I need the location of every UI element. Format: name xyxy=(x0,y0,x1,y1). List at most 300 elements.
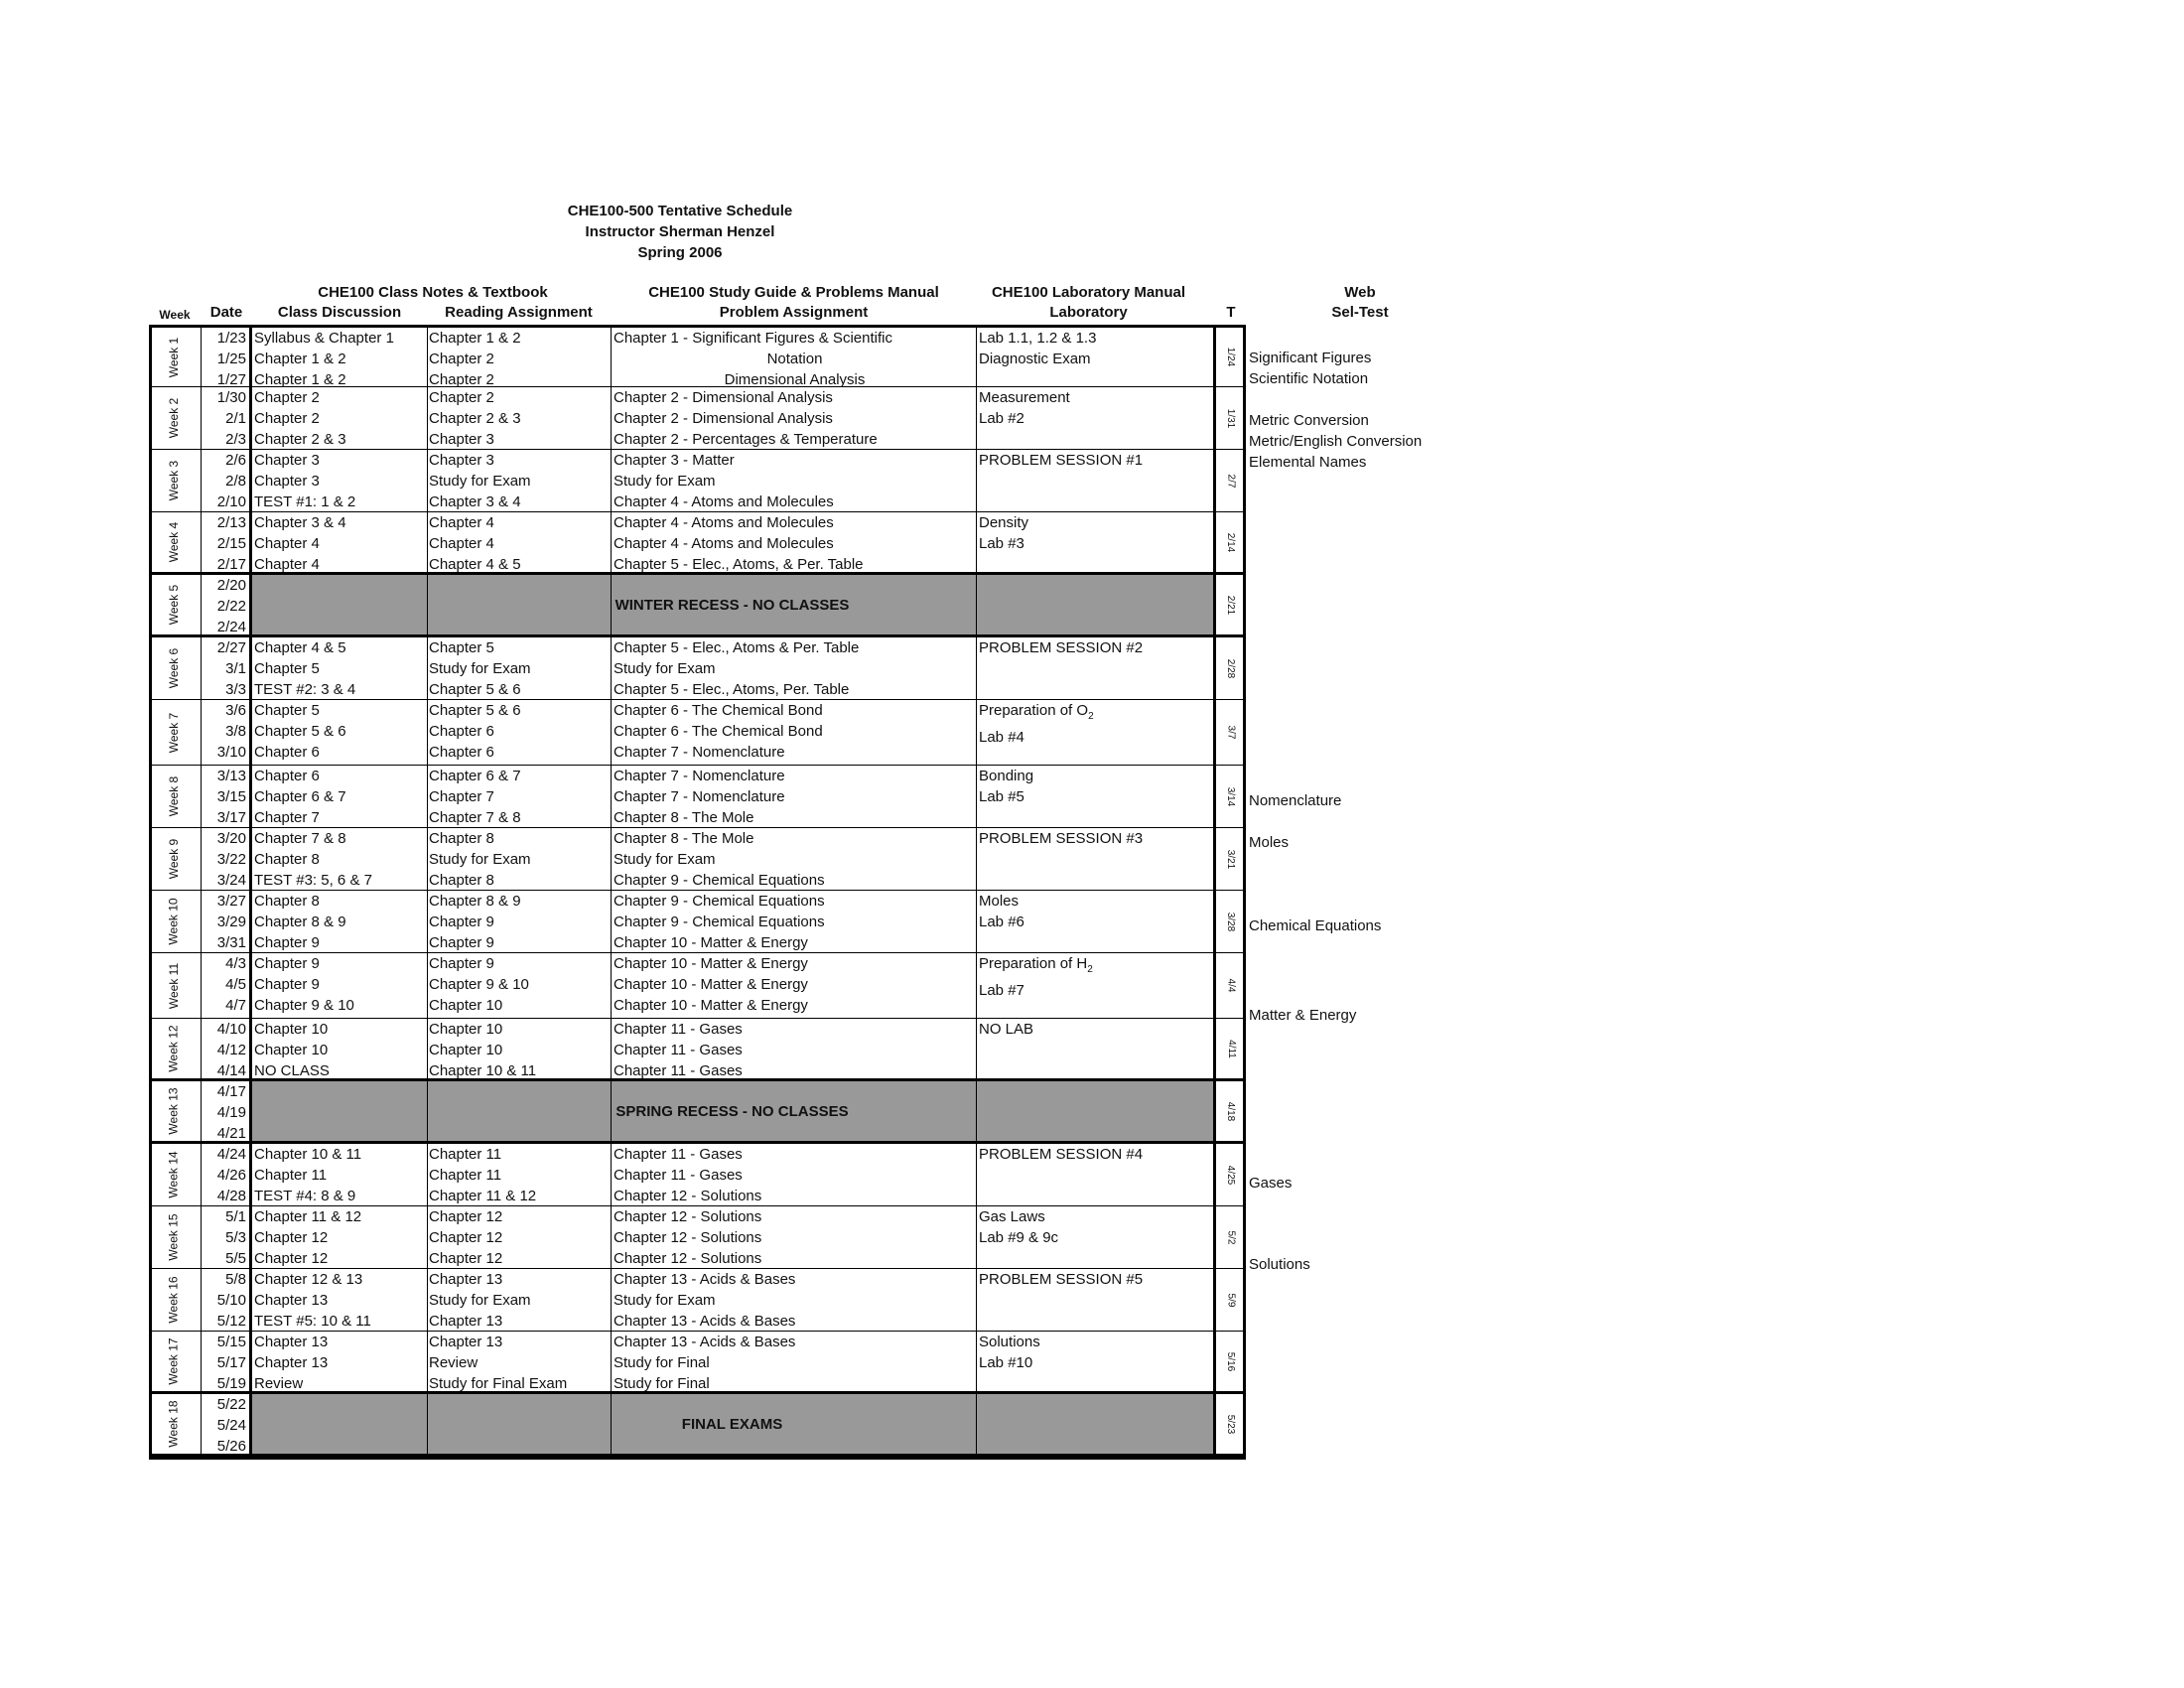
reading-cell xyxy=(427,828,611,890)
date-text: 2/17 xyxy=(216,556,246,573)
date-text: 3/29 xyxy=(216,914,246,930)
week-label xyxy=(149,766,199,827)
date-text: 4/24 xyxy=(216,1146,246,1163)
reading-text: Chapter 2 xyxy=(429,351,494,367)
week-label xyxy=(149,328,199,386)
date-cell xyxy=(204,828,249,890)
reading-text: Chapter 5 xyxy=(429,639,494,656)
date-text: 4/7 xyxy=(225,997,246,1014)
t-date-text: 3/21 xyxy=(1225,849,1237,869)
lab-text: NO LAB xyxy=(979,1021,1034,1038)
problem-text: Chapter 2 - Percentages & Temperature xyxy=(614,431,878,448)
problem-cell xyxy=(612,1019,976,1078)
problem-text: Chapter 10 - Matter & Energy xyxy=(614,955,808,972)
reading-text: Chapter 4 xyxy=(429,535,494,552)
date-text: 4/17 xyxy=(216,1083,246,1100)
problem-text: Chapter 9 - Chemical Equations xyxy=(614,872,825,889)
reading-text: Chapter 9 xyxy=(429,914,494,930)
discussion-text: Chapter 3 xyxy=(254,473,320,490)
date-text: 1/25 xyxy=(216,351,246,367)
date-text: 5/17 xyxy=(216,1354,246,1371)
discussion-text: Chapter 12 & 13 xyxy=(254,1271,363,1288)
problem-text: Study for Exam xyxy=(614,473,716,490)
t-date-text: 1/24 xyxy=(1225,347,1237,367)
lab-text: Lab #4 xyxy=(979,729,1024,746)
date-cell xyxy=(204,1269,249,1331)
discussion-text: Chapter 10 xyxy=(254,1021,329,1038)
discussion-text: NO CLASS xyxy=(254,1062,330,1079)
lab-cell xyxy=(977,328,1200,386)
date-text: 4/10 xyxy=(216,1021,246,1038)
problem-text: Chapter 10 - Matter & Energy xyxy=(614,934,808,951)
problem-text: Study for Final xyxy=(614,1375,710,1392)
date-text: 5/1 xyxy=(225,1208,246,1225)
date-text: 2/27 xyxy=(216,639,246,656)
t-date-text: 3/14 xyxy=(1225,786,1237,806)
grid-line xyxy=(427,325,428,1457)
lab-text xyxy=(979,849,1200,870)
problem-text: Chapter 6 - The Chemical Bond xyxy=(614,723,823,740)
reading-text: Chapter 6 & 7 xyxy=(429,768,521,784)
grid-bottom-line xyxy=(149,1457,1246,1460)
week-label xyxy=(149,1081,199,1141)
week-row xyxy=(149,1394,1246,1457)
reading-text: Chapter 13 xyxy=(429,1313,503,1330)
header-web: Web xyxy=(1344,284,1376,301)
t-date-text: 2/21 xyxy=(1225,595,1237,615)
date-cell xyxy=(204,700,249,765)
problem-text: Chapter 12 - Solutions xyxy=(614,1188,762,1204)
lab-cell xyxy=(977,1269,1200,1331)
date-text: 5/15 xyxy=(216,1334,246,1350)
week-label xyxy=(149,828,199,890)
lab-cell xyxy=(977,1144,1200,1205)
reading-text: Chapter 2 xyxy=(429,371,494,388)
reading-text: Chapter 3 & 4 xyxy=(429,493,521,510)
week-label-text: Week 7 xyxy=(167,712,181,753)
t-cell xyxy=(1216,1081,1246,1141)
t-cell xyxy=(1216,637,1246,699)
t-date-text: 5/2 xyxy=(1225,1230,1237,1244)
reading-text: Chapter 12 xyxy=(429,1229,503,1246)
discussion-text: Chapter 6 xyxy=(254,744,320,761)
problem-text: Chapter 11 - Gases xyxy=(614,1021,743,1038)
t-date-text: 4/25 xyxy=(1225,1165,1237,1185)
header-selftest: Sel-Test xyxy=(1331,304,1389,321)
problem-text: Chapter 5 - Elec., Atoms & Per. Table xyxy=(614,639,860,656)
problem-cell xyxy=(612,953,976,1018)
discussion-text: Chapter 7 xyxy=(254,809,320,826)
reading-cell xyxy=(427,891,611,952)
week-row xyxy=(149,1206,1246,1269)
lab-cell xyxy=(977,512,1200,572)
problem-cell xyxy=(612,700,976,765)
week-row xyxy=(149,891,1246,953)
discussion-text: Chapter 2 & 3 xyxy=(254,431,346,448)
t-cell xyxy=(1216,387,1246,449)
lab-text xyxy=(979,1186,1200,1206)
lab-text xyxy=(979,807,1200,828)
term-line: Spring 2006 xyxy=(637,244,723,261)
selftest-item: Elemental Names xyxy=(1249,454,1367,471)
problem-cell xyxy=(612,512,976,572)
date-text: 2/1 xyxy=(225,410,246,427)
selftest-item: Moles xyxy=(1249,834,1290,851)
week-label-text: Week 6 xyxy=(167,647,181,689)
problem-text: Chapter 12 - Solutions xyxy=(614,1208,762,1225)
reading-cell xyxy=(427,1332,611,1391)
problem-text: Chapter 10 - Matter & Energy xyxy=(614,976,808,993)
header-date: Date xyxy=(209,304,243,321)
reading-text: Chapter 10 xyxy=(429,1042,503,1058)
discussion-text: Chapter 9 xyxy=(254,955,320,972)
problem-text: Study for Exam xyxy=(614,1292,716,1309)
discussion-text: Review xyxy=(254,1375,304,1392)
t-date-text: 2/28 xyxy=(1225,658,1237,678)
discussion-cell xyxy=(252,1144,427,1205)
reading-cell xyxy=(427,700,611,765)
date-cell xyxy=(204,1394,249,1454)
lab-text xyxy=(979,1040,1200,1060)
date-cell xyxy=(204,450,249,511)
date-text: 5/12 xyxy=(216,1313,246,1330)
t-date-text: 4/18 xyxy=(1225,1101,1237,1121)
discussion-cell xyxy=(252,512,427,572)
discussion-cell xyxy=(252,766,427,827)
discussion-text: Chapter 8 & 9 xyxy=(254,914,346,930)
lab-text: PROBLEM SESSION #3 xyxy=(979,830,1144,847)
date-cell xyxy=(204,328,249,386)
discussion-text: Chapter 9 xyxy=(254,976,320,993)
problem-text: Chapter 1 - Significant Figures & Scientific xyxy=(614,330,892,347)
week-label-text: Week 3 xyxy=(167,460,181,501)
week-row xyxy=(149,512,1246,575)
date-text: 3/13 xyxy=(216,768,246,784)
header-lab-group: CHE100 Laboratory Manual xyxy=(991,284,1186,301)
reading-cell xyxy=(427,450,611,511)
t-date-text: 2/14 xyxy=(1225,532,1237,552)
header-notes-group: CHE100 Class Notes & Textbook xyxy=(318,284,548,301)
reading-text: Chapter 9 & 10 xyxy=(429,976,529,993)
week-label-text: Week 5 xyxy=(167,584,181,626)
reading-text: Chapter 5 & 6 xyxy=(429,702,521,719)
reading-text: Study for Exam xyxy=(429,660,531,677)
lab-text xyxy=(979,658,1200,679)
date-cell xyxy=(204,387,249,449)
lab-text: Preparation of $H_2$ xyxy=(979,955,1093,975)
t-date-text: 5/16 xyxy=(1225,1351,1237,1371)
week-row xyxy=(149,637,1246,700)
date-text: 3/27 xyxy=(216,893,246,910)
discussion-text: Chapter 9 xyxy=(254,934,320,951)
problem-text: Chapter 4 - Atoms and Molecules xyxy=(614,535,834,552)
lab-text xyxy=(979,1165,1200,1186)
discussion-text: Chapter 5 & 6 xyxy=(254,723,346,740)
lab-text xyxy=(979,492,1200,512)
discussion-text: TEST #1: 1 & 2 xyxy=(254,493,356,510)
t-date-text: 4/4 xyxy=(1225,978,1237,993)
week-label-text: Week 10 xyxy=(166,898,181,945)
t-cell xyxy=(1216,450,1246,511)
discussion-text: Chapter 6 xyxy=(254,768,320,784)
discussion-text: Chapter 2 xyxy=(254,389,320,406)
reading-text: Chapter 10 xyxy=(429,1021,503,1038)
lab-text xyxy=(979,932,1200,953)
reading-text: Chapter 9 xyxy=(429,955,494,972)
date-text: 5/19 xyxy=(216,1375,246,1392)
problem-text: Chapter 8 - The Mole xyxy=(614,830,754,847)
date-text: 4/19 xyxy=(216,1104,246,1121)
week-row xyxy=(149,1144,1246,1206)
discussion-text: Chapter 8 xyxy=(254,851,320,868)
reading-text: Review xyxy=(429,1354,478,1371)
week-label-text: Week 13 xyxy=(166,1087,181,1135)
week-label xyxy=(149,1394,199,1454)
date-text: 3/24 xyxy=(216,872,246,889)
lab-text: Diagnostic Exam xyxy=(979,351,1091,367)
t-date-text: 3/7 xyxy=(1225,725,1237,740)
problem-text: Chapter 6 - The Chemical Bond xyxy=(614,702,823,719)
reading-cell xyxy=(427,1019,611,1078)
problem-text: Chapter 4 - Atoms and Molecules xyxy=(614,493,834,510)
t-cell xyxy=(1216,766,1246,827)
date-text: 3/17 xyxy=(216,809,246,826)
discussion-text: TEST #4: 8 & 9 xyxy=(254,1188,356,1204)
schedule-table xyxy=(149,325,1246,1455)
date-text: 2/15 xyxy=(216,535,246,552)
week-label xyxy=(149,450,199,511)
week-label-text: Week 15 xyxy=(166,1213,181,1261)
reading-text: Study for Exam xyxy=(429,851,531,868)
problem-text: Chapter 2 - Dimensional Analysis xyxy=(614,410,833,427)
lab-text xyxy=(979,1290,1200,1311)
problem-text: Chapter 7 - Nomenclature xyxy=(614,768,785,784)
lab-text xyxy=(979,1373,1200,1394)
problem-text: Chapter 12 - Solutions xyxy=(614,1229,762,1246)
reading-cell xyxy=(427,766,611,827)
week-label-text: Week 16 xyxy=(166,1276,181,1324)
problem-text: Chapter 13 - Acids & Bases xyxy=(614,1271,796,1288)
lab-text: Preparation of $O_2$ xyxy=(979,702,1094,722)
t-date-text: 4/11 xyxy=(1225,1039,1237,1058)
t-cell xyxy=(1216,953,1246,1018)
date-text: 3/22 xyxy=(216,851,246,868)
date-text: 1/27 xyxy=(216,371,246,388)
reading-text: Chapter 8 xyxy=(429,830,494,847)
date-text: 3/31 xyxy=(216,934,246,951)
week-label-text: Week 12 xyxy=(166,1025,181,1072)
discussion-text: Chapter 4 & 5 xyxy=(254,639,346,656)
reading-text: Chapter 3 xyxy=(429,431,494,448)
week-row xyxy=(149,1019,1246,1081)
lab-text: PROBLEM SESSION #1 xyxy=(979,452,1144,469)
date-cell xyxy=(204,512,249,572)
lab-cell xyxy=(977,1019,1200,1078)
week-row xyxy=(149,387,1246,450)
reading-cell xyxy=(427,953,611,1018)
problem-text: Chapter 11 - Gases xyxy=(614,1146,743,1163)
week-row xyxy=(149,828,1246,891)
week-label xyxy=(149,700,199,765)
reading-text: Chapter 13 xyxy=(429,1271,503,1288)
date-text: 4/28 xyxy=(216,1188,246,1204)
t-cell xyxy=(1216,828,1246,890)
discussion-text: Chapter 5 xyxy=(254,660,320,677)
problem-text: Notation xyxy=(766,351,823,367)
date-text: 2/8 xyxy=(225,473,246,490)
week-label-text: Week 14 xyxy=(166,1151,181,1198)
lab-text xyxy=(979,1311,1200,1332)
problem-text: Chapter 7 - Nomenclature xyxy=(614,744,785,761)
week-row xyxy=(149,1332,1246,1394)
lab-text xyxy=(979,679,1200,700)
problem-text: Chapter 13 - Acids & Bases xyxy=(614,1334,796,1350)
t-cell xyxy=(1216,1144,1246,1205)
date-text: 5/3 xyxy=(225,1229,246,1246)
discussion-text: Chapter 10 xyxy=(254,1042,329,1058)
lab-text: Density xyxy=(979,514,1029,531)
lab-cell xyxy=(977,828,1200,890)
date-text: 3/8 xyxy=(225,723,246,740)
reading-text: Study for Exam xyxy=(429,1292,531,1309)
grid-line xyxy=(149,325,152,1457)
reading-text: Study for Final Exam xyxy=(429,1375,568,1392)
reading-text: Chapter 7 & 8 xyxy=(429,809,521,826)
problem-text: Chapter 11 - Gases xyxy=(614,1042,743,1058)
t-cell xyxy=(1216,575,1246,634)
t-date-text: 5/9 xyxy=(1225,1293,1237,1307)
selftest-item: Metric Conversion xyxy=(1249,412,1369,429)
problem-text: Chapter 11 - Gases xyxy=(614,1062,743,1079)
problem-text: Study for Exam xyxy=(614,660,716,677)
problem-text: Chapter 9 - Chemical Equations xyxy=(614,914,825,930)
discussion-text: Chapter 5 xyxy=(254,702,320,719)
date-cell xyxy=(204,1144,249,1205)
t-cell xyxy=(1216,891,1246,952)
date-text: 3/3 xyxy=(225,681,246,698)
problem-cell xyxy=(612,328,976,386)
problem-text: Chapter 8 - The Mole xyxy=(614,809,754,826)
week-label xyxy=(149,1269,199,1331)
date-text: 5/26 xyxy=(216,1438,246,1455)
t-cell xyxy=(1216,700,1246,765)
grid-line xyxy=(201,325,202,1457)
problem-text: Chapter 7 - Nomenclature xyxy=(614,788,785,805)
reading-text: Chapter 10 & 11 xyxy=(429,1062,537,1079)
reading-text: Chapter 4 & 5 xyxy=(429,556,521,573)
problem-cell xyxy=(612,891,976,952)
reading-text: Chapter 12 xyxy=(429,1208,503,1225)
reading-text: Chapter 6 xyxy=(429,744,494,761)
week-row xyxy=(149,953,1246,1019)
lab-text: Lab #10 xyxy=(979,1354,1033,1371)
date-cell xyxy=(204,1019,249,1078)
date-cell xyxy=(204,637,249,699)
reading-text: Chapter 10 xyxy=(429,997,503,1014)
discussion-text: Chapter 12 xyxy=(254,1250,329,1267)
week-label xyxy=(149,575,199,634)
date-text: 3/15 xyxy=(216,788,246,805)
lab-cell xyxy=(977,700,1200,765)
date-text: 5/8 xyxy=(225,1271,246,1288)
date-text: 4/21 xyxy=(216,1125,246,1142)
grid-line xyxy=(249,325,252,1457)
discussion-text: Chapter 4 xyxy=(254,556,320,573)
date-cell xyxy=(204,891,249,952)
discussion-text: Chapter 3 & 4 xyxy=(254,514,346,531)
grid-line xyxy=(1213,325,1216,1457)
week-row xyxy=(149,575,1246,637)
week-label-text: Week 11 xyxy=(167,962,181,1009)
reading-cell xyxy=(427,637,611,699)
discussion-text: Chapter 13 xyxy=(254,1354,329,1371)
t-cell xyxy=(1216,1206,1246,1268)
document-title xyxy=(556,201,804,263)
reading-text: Chapter 11 xyxy=(429,1167,502,1184)
reading-text: Chapter 7 xyxy=(429,788,494,805)
week-label xyxy=(149,1144,199,1205)
reading-text: Study for Exam xyxy=(429,473,531,490)
reading-text: Chapter 2 xyxy=(429,389,494,406)
discussion-text: Chapter 9 & 10 xyxy=(254,997,354,1014)
lab-text: PROBLEM SESSION #2 xyxy=(979,639,1144,656)
reading-text: Chapter 1 & 2 xyxy=(429,330,521,347)
lab-text: PROBLEM SESSION #4 xyxy=(979,1146,1144,1163)
lab-text: Moles xyxy=(979,893,1020,910)
recess-banner: FINAL EXAMS xyxy=(251,1394,1213,1454)
week-label xyxy=(149,1332,199,1391)
reading-cell xyxy=(427,1206,611,1268)
date-text: 5/24 xyxy=(216,1417,246,1434)
problem-text: Chapter 11 - Gases xyxy=(614,1167,743,1184)
date-text: 5/10 xyxy=(216,1292,246,1309)
problem-text: Chapter 13 - Acids & Bases xyxy=(614,1313,796,1330)
date-text: 5/5 xyxy=(225,1250,246,1267)
t-cell xyxy=(1216,328,1246,386)
week-label xyxy=(149,1206,199,1268)
week-label xyxy=(149,891,199,952)
header-problem: Problem Assignment xyxy=(719,304,869,321)
discussion-text: Chapter 4 xyxy=(254,535,320,552)
date-cell xyxy=(204,1332,249,1391)
discussion-text: Chapter 7 & 8 xyxy=(254,830,346,847)
discussion-cell xyxy=(252,953,427,1018)
lab-cell xyxy=(977,953,1200,1018)
discussion-text: TEST #3: 5, 6 & 7 xyxy=(254,872,372,889)
date-text: 3/6 xyxy=(225,702,246,719)
date-text: 2/10 xyxy=(216,493,246,510)
date-text: 4/14 xyxy=(216,1062,246,1079)
week-label-text: Week 17 xyxy=(166,1337,181,1385)
reading-text: Chapter 12 xyxy=(429,1250,503,1267)
lab-text: Measurement xyxy=(979,389,1070,406)
week-label xyxy=(149,637,199,699)
date-text: 2/22 xyxy=(216,598,246,615)
date-text: 1/30 xyxy=(216,389,246,406)
t-cell xyxy=(1216,1019,1246,1078)
recess-banner: SPRING RECESS - NO CLASSES xyxy=(251,1081,1213,1141)
date-cell xyxy=(204,575,249,634)
problem-text: Chapter 12 - Solutions xyxy=(614,1250,762,1267)
discussion-cell xyxy=(252,891,427,952)
problem-cell xyxy=(612,1206,976,1268)
selftest-item: Chemical Equations xyxy=(1249,917,1382,934)
reading-text: Chapter 3 xyxy=(429,452,494,469)
date-text: 3/1 xyxy=(225,660,246,677)
week-label xyxy=(149,387,199,449)
header-study-group: CHE100 Study Guide & Problems Manual xyxy=(648,284,939,301)
subscript: 2 xyxy=(1088,711,1094,722)
